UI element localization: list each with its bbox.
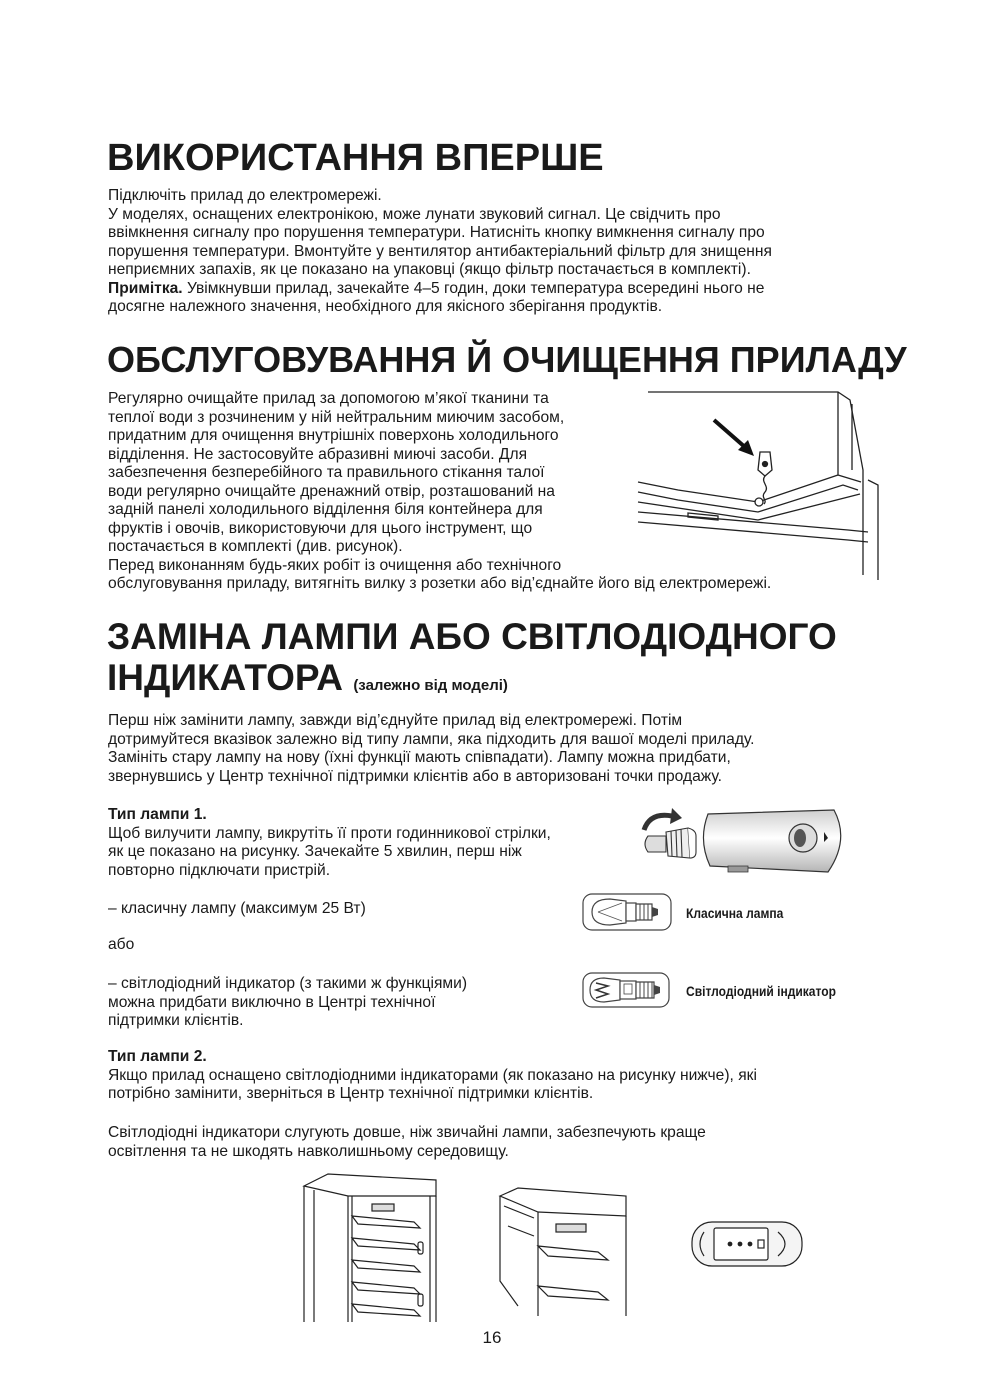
section-title-first-use: ВИКОРИСТАННЯ ВПЕРШЕ bbox=[107, 137, 604, 179]
fridge-interior-illustration-2 bbox=[498, 1186, 628, 1316]
rotate-arrow-icon bbox=[644, 808, 682, 830]
classic-lamp-label: Класична лампа bbox=[686, 905, 784, 921]
text-line: Замініть стару лампу на нову (їхні функції мають співпадати). Лампу можна придбати, bbox=[108, 749, 731, 766]
text-line: порушення температури. Вмонтуйте у вентилятор антибактеріальний фільтр для знищення bbox=[108, 242, 772, 260]
text-line: У моделях, оснащених електронікою, може лунати звуковий сигнал. Це свідчить про bbox=[108, 205, 721, 223]
text-line: досягне належного значення, необхідного для якісного зберігання продуктів. bbox=[108, 298, 663, 315]
led-benefit-text bbox=[108, 1124, 908, 1161]
text-line: підтримки клієнтів. bbox=[108, 1012, 244, 1029]
text-line: неприємних запахів, як це показано на упаковці (якщо фільтр постачається в комплекті). bbox=[108, 261, 751, 278]
text-line: Щоб вилучити лампу, викрутіть її проти годинникової стрілки, bbox=[108, 824, 551, 842]
text-line: повторно підключати пристрій. bbox=[108, 861, 331, 879]
text-line: освітлення та не шкодять навколишньому середовищу. bbox=[108, 1142, 509, 1160]
type1-heading: Тип лампи 1. bbox=[108, 806, 207, 823]
led-lamp-icon bbox=[582, 972, 674, 1010]
text-line: ввімкнення сигналу про порушення температури. Натисніть кнопку вимкнення сигналу про bbox=[108, 224, 765, 241]
text-line: фруктів і овочів, використовуючи для цього інструмент, що bbox=[108, 519, 533, 537]
bulb-base-icon bbox=[645, 828, 696, 858]
text-line: придатним для очищення внутрішніх поверхонь холодильного bbox=[108, 427, 559, 444]
title-indicator: ІНДИКАТОРА bbox=[107, 657, 344, 698]
text-line: відділення. Не застосовуйте абразивні миючі засоби. Для bbox=[108, 445, 528, 463]
text-line: постачається в комплекті (див. рисунок). bbox=[108, 538, 403, 555]
text-line: звернувшись у Центр технічної підтримки клієнтів або в авторизовані точки продажу. bbox=[108, 767, 722, 785]
text-line: Підключіть прилад до електромережі. bbox=[108, 187, 382, 204]
page-number: 16 bbox=[482, 1328, 502, 1347]
text-line: можна придбати виключно в Центрі технічної bbox=[108, 993, 436, 1011]
text-line: дотримуйтеся вказівок залежно від типу лампи, яка підходить для вашої моделі приладу. bbox=[108, 730, 755, 748]
arrow-icon bbox=[714, 420, 754, 456]
led-module-illustration bbox=[688, 1218, 808, 1268]
first-use-text bbox=[108, 187, 888, 317]
text-line: теплої води з розчиненим у ній нейтральним миючим засобом, bbox=[108, 408, 565, 426]
text-line: Якщо прилад оснащено світлодіодними індикаторами (як показано на рисунку нижче), які bbox=[108, 1066, 757, 1084]
fridge-interior-illustration-1 bbox=[302, 1172, 442, 1322]
text-line: забезпечення безперебійного та правильного стікання талої bbox=[108, 464, 545, 481]
note-text: Увімкнувши прилад, зачекайте 4–5 годин, доки температура всередині нього не bbox=[182, 279, 765, 297]
lamp-type1-text bbox=[108, 806, 648, 880]
section-title-maintenance: ОБСЛУГОВУВАННЯ Й ОЧИЩЕННЯ ПРИЛАДУ bbox=[107, 339, 907, 380]
lamp-replacement-title bbox=[107, 616, 837, 706]
drain-hole-illustration bbox=[638, 390, 888, 580]
note-label: Примітка. bbox=[108, 279, 183, 297]
text-line: задній панелі холодильного відділення біля контейнера для bbox=[108, 501, 543, 518]
text-line: Перш ніж замінити лампу, завжди від’єднуйте прилад від електромережі. Потім bbox=[108, 712, 683, 729]
text-line: води регулярно очищайте дренажний отвір, розташований на bbox=[108, 482, 555, 500]
lamp-intro-text bbox=[108, 712, 908, 786]
or-text: або bbox=[108, 936, 135, 953]
text-line: як це показано на рисунку. Зачекайте 5 хвилин, перш ніж bbox=[108, 843, 522, 860]
classic-lamp-text: – класичну лампу (максимум 25 Вт) bbox=[108, 900, 366, 917]
text-line: – світлодіодний індикатор (з такими ж функціями) bbox=[108, 975, 468, 992]
led-text bbox=[108, 975, 578, 1031]
led-lamp-label: Світлодіодний індикатор bbox=[686, 983, 836, 999]
text-line: Світлодіодні індикатори слугують довше, ніж звичайні лампи, забезпечують краще bbox=[108, 1124, 706, 1141]
note-line bbox=[108, 280, 888, 299]
section-title-lamp-line2 bbox=[107, 657, 837, 706]
title-suffix: (залежно від моделі) bbox=[353, 677, 508, 694]
text-line: Перед виконанням будь-яких робіт із очищення або технічного bbox=[108, 556, 562, 574]
lamp-type2-text bbox=[108, 1048, 908, 1104]
lamp-housing-illustration bbox=[638, 800, 858, 880]
text-line: Регулярно очищайте прилад за допомогою м’якої тканини та bbox=[108, 390, 549, 407]
text-line: потрібно замінити, зверніться в Центр технічної підтримки клієнтів. bbox=[108, 1085, 594, 1102]
text-line: обслуговування приладу, витягніть вилку з розетки або від’єднайте його від електромережі. bbox=[108, 575, 772, 592]
type2-heading: Тип лампи 2. bbox=[108, 1048, 207, 1065]
classic-lamp-icon bbox=[582, 893, 674, 933]
section-title-lamp: ЗАМІНА ЛАМПИ АБО СВІТЛОДІОДНОГО bbox=[107, 616, 837, 657]
